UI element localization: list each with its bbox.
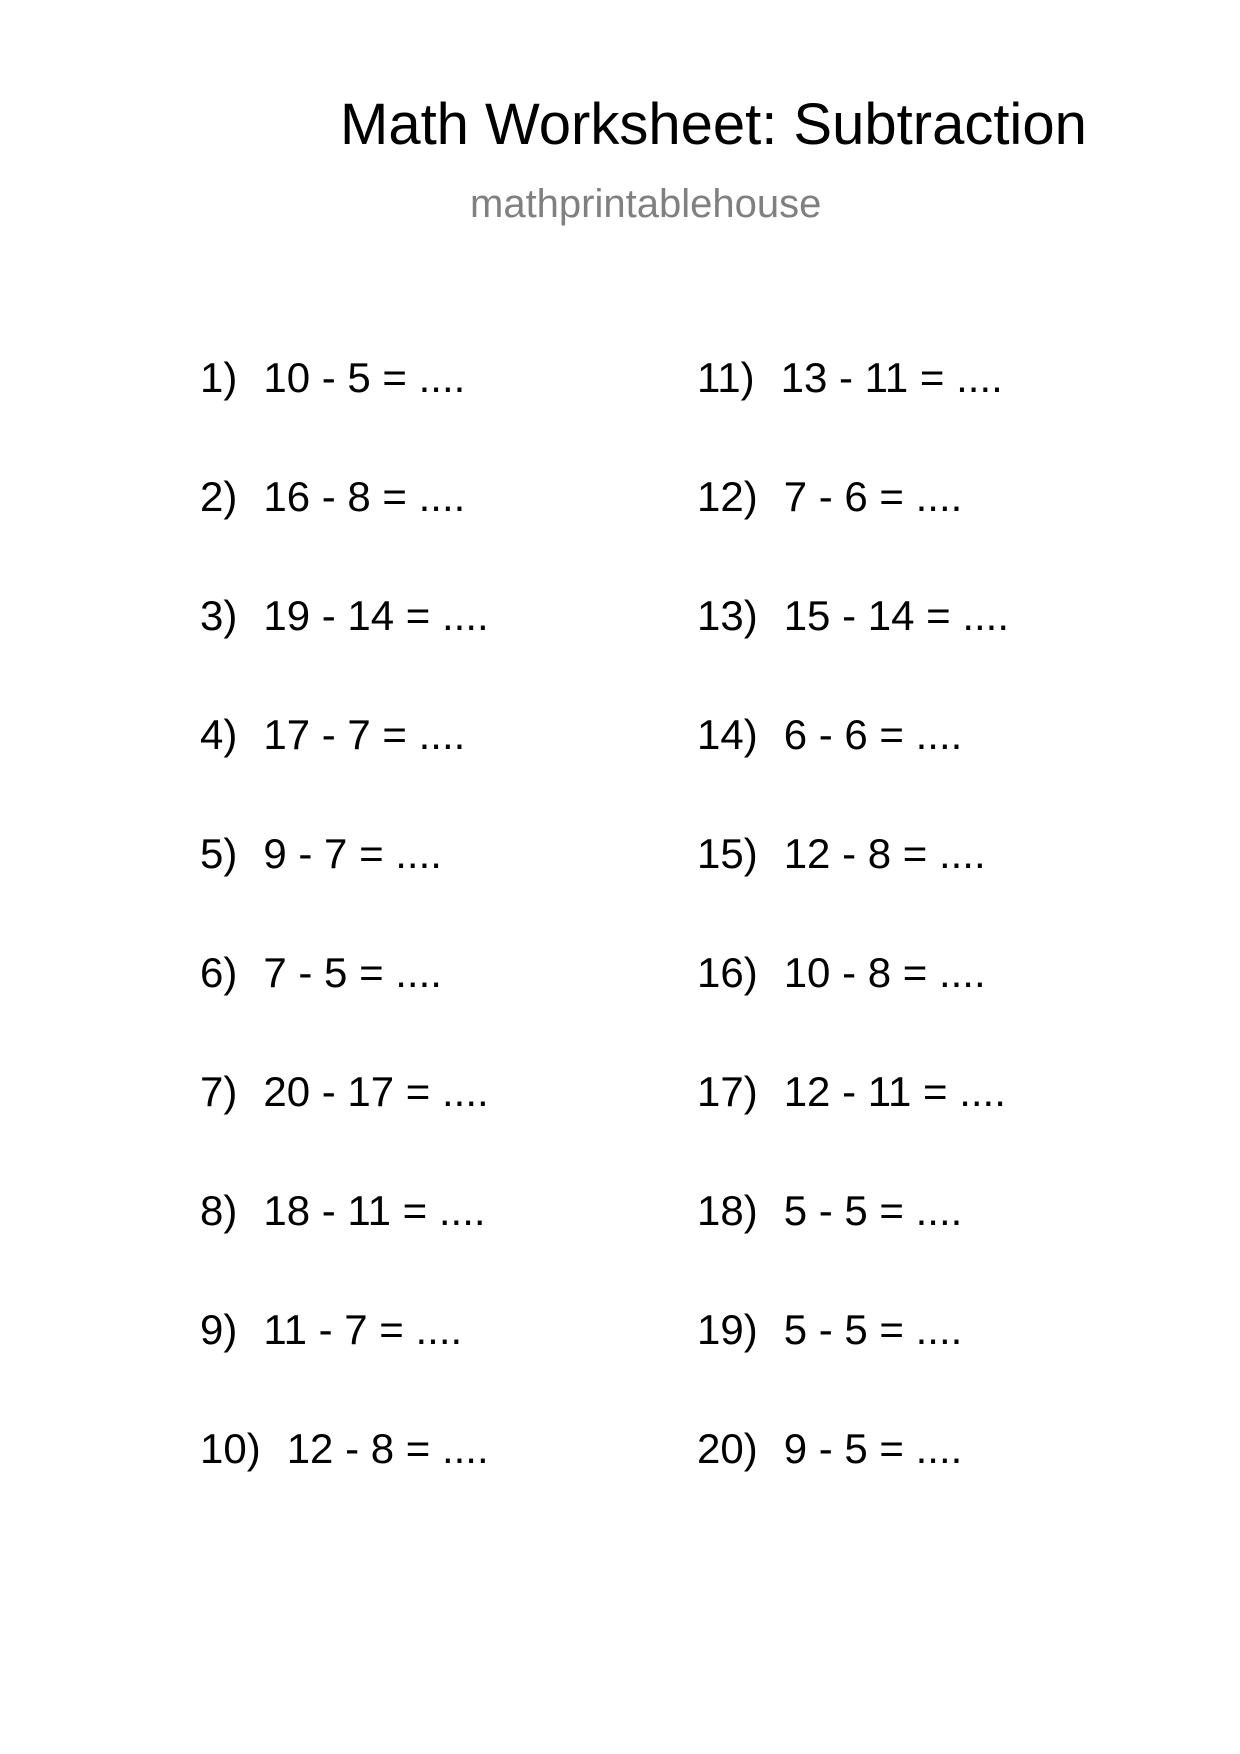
problem-expression: 12 - 8 = .... [783, 830, 986, 877]
problem-item [200, 711, 466, 758]
problem-item [200, 1425, 489, 1472]
problem-number: 8) [200, 1187, 238, 1234]
problem-expression: 7 - 5 = .... [263, 949, 442, 996]
problem-expression: 9 - 5 = .... [783, 1425, 963, 1472]
problem-expression: 17 - 7 = .... [263, 711, 466, 758]
problem-expression: 19 - 14 = .... [263, 592, 489, 639]
problem-expression: 11 - 7 = .... [263, 1306, 463, 1353]
problem-item [697, 354, 1003, 401]
problem-number: 16) [697, 949, 758, 996]
problem-expression: 5 - 5 = .... [783, 1306, 963, 1353]
problem-expression: 18 - 11 = .... [263, 1187, 486, 1234]
problem-item [697, 592, 1010, 639]
problem-number: 17) [697, 1068, 758, 1115]
problem-number: 10) [200, 1425, 261, 1472]
problem-expression: 7 - 6 = .... [783, 473, 963, 520]
problem-number: 18) [697, 1187, 758, 1234]
problem-item [697, 473, 963, 520]
problem-number: 6) [200, 949, 238, 996]
problem-number: 12) [697, 473, 758, 520]
problem-item [200, 830, 442, 877]
problem-item [697, 1187, 963, 1234]
problem-item [697, 830, 986, 877]
problem-item [200, 592, 489, 639]
problem-item [200, 354, 466, 401]
problem-expression: 10 - 8 = .... [783, 949, 986, 996]
problem-number: 19) [697, 1306, 758, 1353]
problem-expression: 12 - 11 = .... [783, 1068, 1006, 1115]
problem-number: 20) [697, 1425, 758, 1472]
problem-item [200, 949, 442, 996]
problem-number: 1) [200, 354, 238, 401]
problem-number: 4) [200, 711, 238, 758]
problem-number: 14) [697, 711, 758, 758]
problem-item [200, 1068, 489, 1115]
problem-number: 5) [200, 830, 238, 877]
problem-item [697, 1306, 963, 1353]
problem-number: 9) [200, 1306, 238, 1353]
problem-number: 15) [697, 830, 758, 877]
problem-item [200, 473, 466, 520]
problem-expression: 20 - 17 = .... [263, 1068, 489, 1115]
problem-number: 13) [697, 592, 758, 639]
problem-expression: 6 - 6 = .... [783, 711, 963, 758]
problem-item [697, 1425, 963, 1472]
problem-expression: 5 - 5 = .... [783, 1187, 963, 1234]
problem-expression: 16 - 8 = .... [263, 473, 466, 520]
problem-number: 2) [200, 473, 238, 520]
problem-expression: 9 - 7 = .... [263, 830, 442, 877]
problem-item [200, 1306, 463, 1353]
problem-expression: 15 - 14 = .... [783, 592, 1010, 639]
page-subtitle: mathprintablehouse [470, 182, 822, 226]
problem-item [200, 1187, 486, 1234]
problem-item [697, 949, 986, 996]
problem-expression: 10 - 5 = .... [263, 354, 466, 401]
problem-item [697, 1068, 1006, 1115]
problem-number: 11) [697, 354, 755, 401]
page-title: Math Worksheet: Subtraction [340, 92, 1087, 157]
problem-number: 3) [200, 592, 238, 639]
problem-expression: 12 - 8 = .... [286, 1425, 489, 1472]
problem-expression: 13 - 11 = .... [780, 354, 1003, 401]
problem-number: 7) [200, 1068, 238, 1115]
problem-item [697, 711, 963, 758]
